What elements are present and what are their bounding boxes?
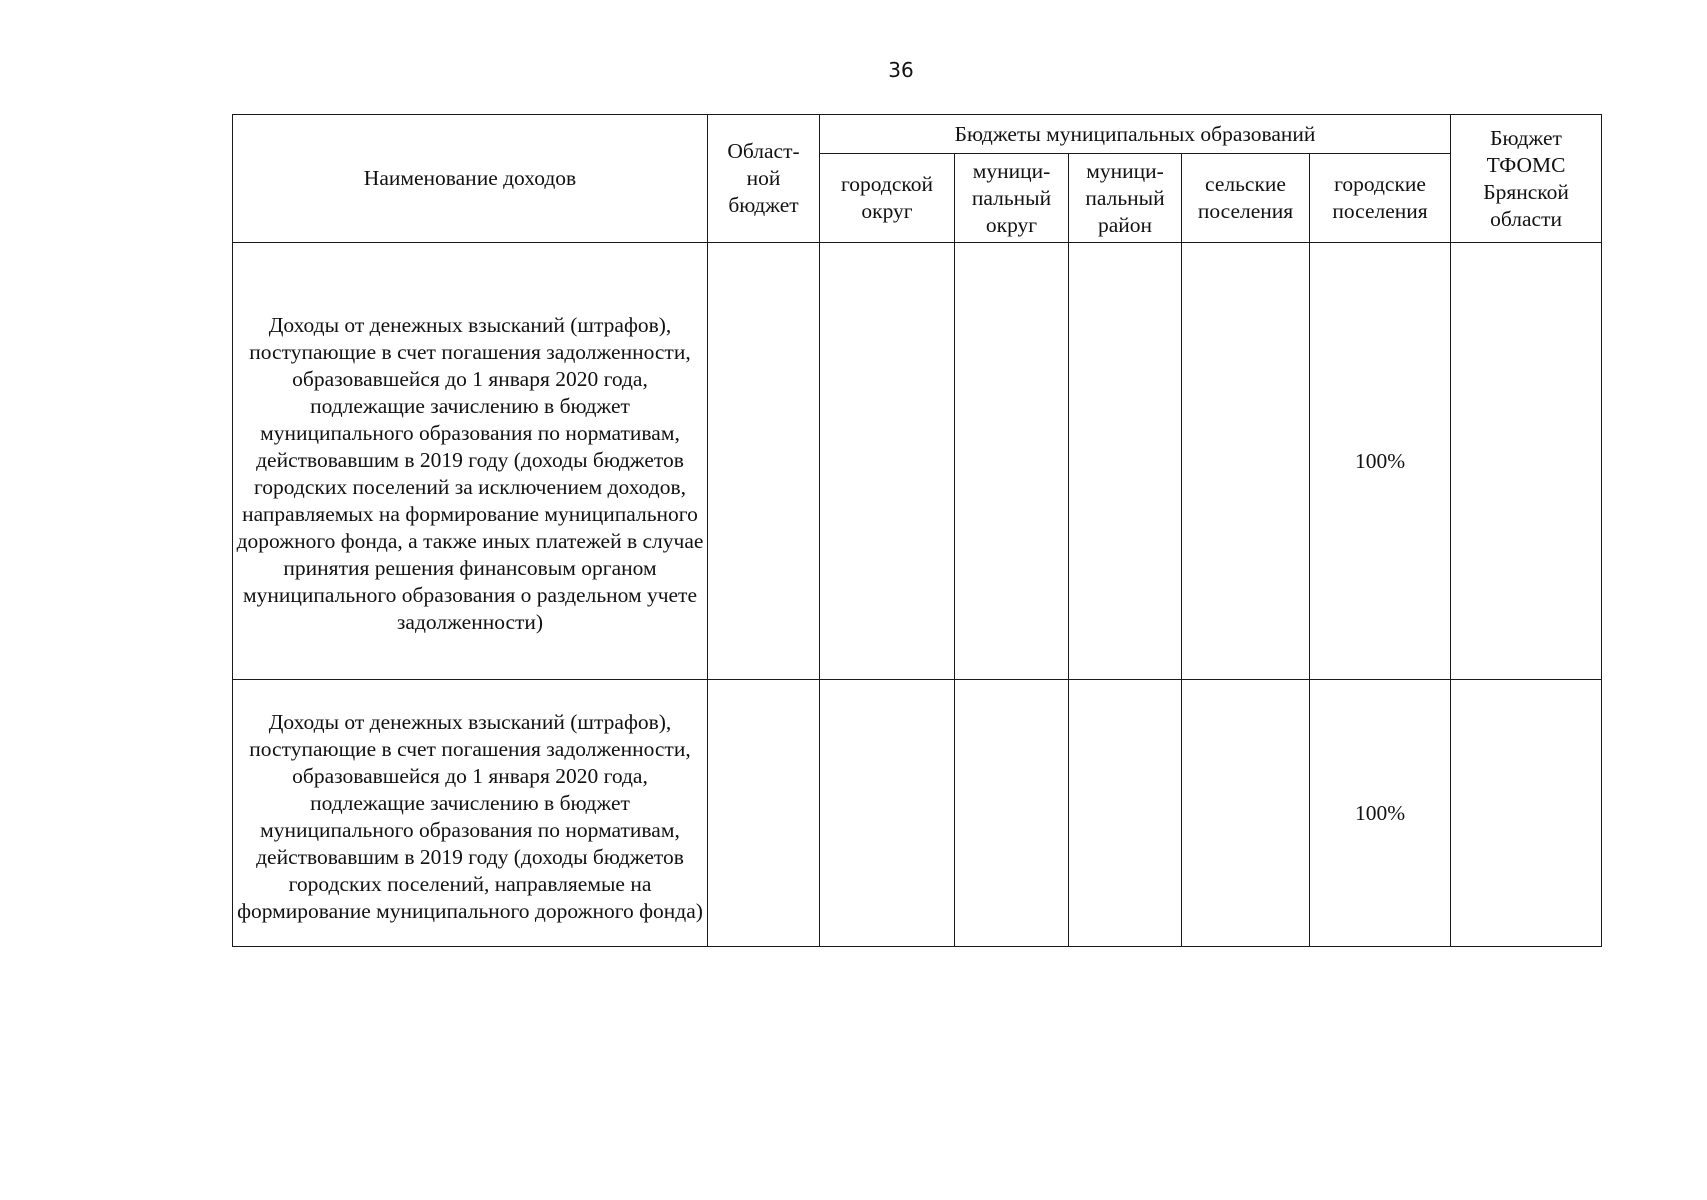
header-urban-settlements	[1310, 154, 1451, 243]
header-income-name: Наименование доходов	[233, 115, 708, 243]
table-row	[233, 243, 1602, 680]
header-municipal-district-label: муници- пальный округ	[971, 158, 1052, 237]
tfoms-budget-cell	[1451, 243, 1602, 680]
header-municipal-area-label: муници- пальный район	[1085, 158, 1165, 237]
city-district-cell	[820, 680, 955, 947]
municipal-area-cell	[1069, 680, 1182, 947]
header-regional-budget	[708, 115, 820, 243]
header-rural-settlements-label: сельские поселения	[1197, 172, 1294, 223]
header-city-district-label: городской округ	[840, 172, 933, 223]
header-tfoms-label: Бюджет ТФОМС Брянской области	[1483, 125, 1569, 231]
income-name-cell: Доходы от денежных взысканий (штрафов), поступающие в счет погашения задолженности, образовавшейся до 1 января 2020 года, подлежащие зачислению в бюджет муниципального образования по нормативам, действовавшим в 2019 году (доходы бюджетов городских поселений, направляемые на формирование муниципального дорожного фонда)	[233, 680, 708, 947]
header-city-district	[820, 154, 955, 243]
urban-settlements-cell: 100%	[1310, 243, 1451, 680]
rural-settlements-cell	[1182, 680, 1310, 947]
municipal-district-cell	[955, 680, 1069, 947]
header-tfoms-budget	[1451, 115, 1602, 243]
regional-budget-cell	[708, 243, 820, 680]
header-row-top	[233, 115, 1602, 154]
page-number: 36	[888, 58, 914, 82]
municipal-area-cell	[1069, 243, 1182, 680]
tfoms-budget-cell	[1451, 680, 1602, 947]
table-row	[233, 680, 1602, 947]
header-regional-budget-label: Област- ной бюджет	[727, 139, 800, 217]
rural-settlements-cell	[1182, 243, 1310, 680]
urban-settlements-cell: 100%	[1310, 680, 1451, 947]
income-distribution-table	[232, 114, 1602, 947]
header-municipal-area	[1069, 154, 1182, 243]
city-district-cell	[820, 243, 955, 680]
income-name-cell: Доходы от денежных взысканий (штрафов), поступающие в счет погашения задолженности, образовавшейся до 1 января 2020 года, подлежащие зачислению в бюджет муниципального образования по нормативам, действовавшим в 2019 году (доходы бюджетов городских поселений за исключением доходов, направляемых на формирование муниципального дорожного фонда, а также иных платежей в случае принятия решения финансовым органом муниципального образования о раздельном учете задолженности)	[233, 243, 708, 680]
header-municipal-district	[955, 154, 1069, 243]
header-rural-settlements	[1182, 154, 1310, 243]
regional-budget-cell	[708, 680, 820, 947]
header-urban-settlements-label: городские поселения	[1332, 172, 1428, 223]
municipal-district-cell	[955, 243, 1069, 680]
header-municipal-budgets: Бюджеты муниципальных образований	[820, 115, 1451, 154]
